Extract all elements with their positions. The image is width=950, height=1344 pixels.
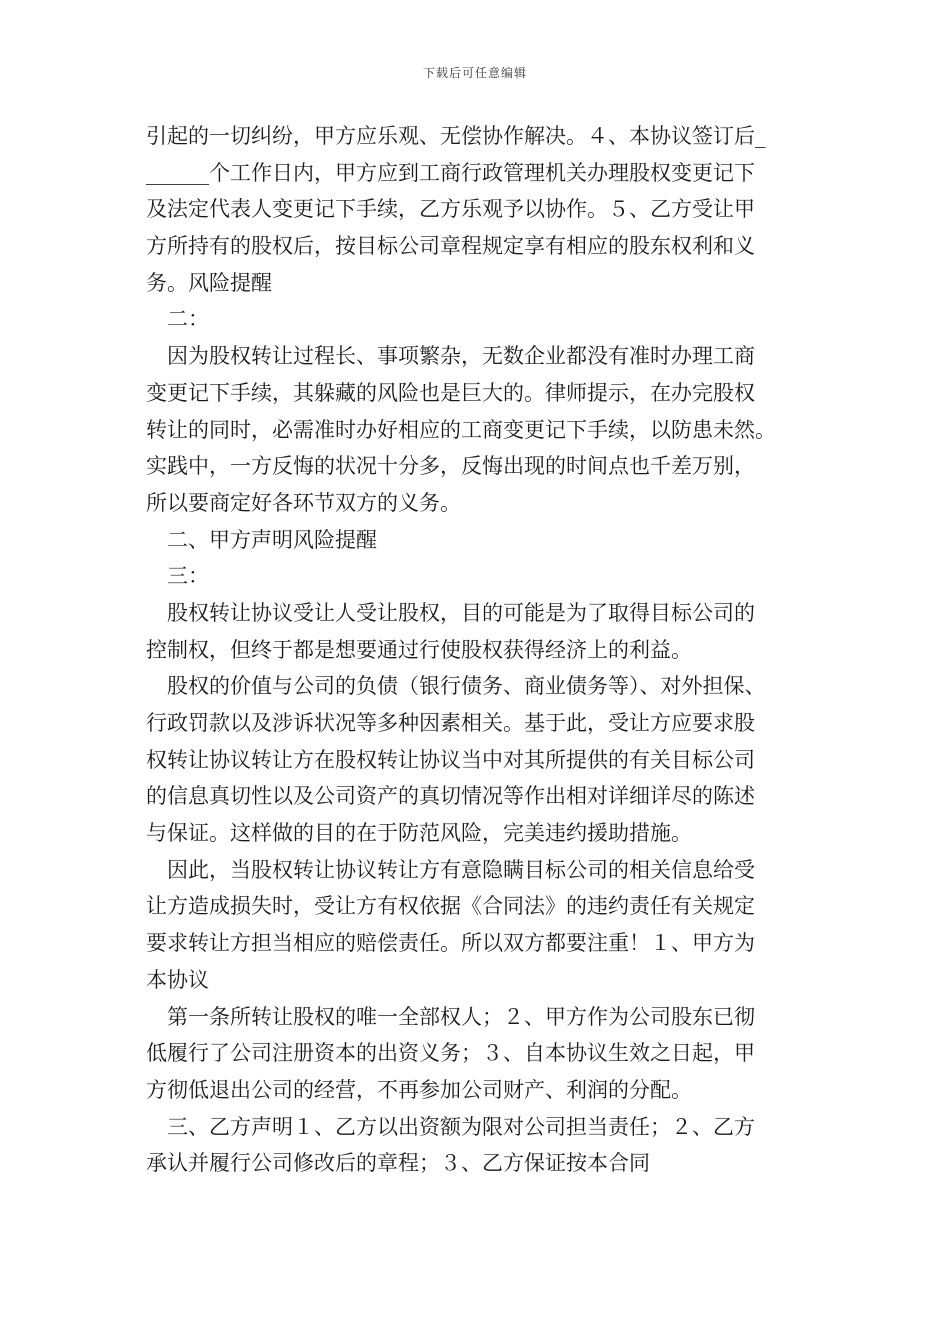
text-line: 及法定代表人变更记下手续，乙方乐观予以协作。５、乙方受让甲	[146, 197, 755, 222]
text-line: 的信息真切性以及公司资产的真切情况等作出相对详细详尽的陈述	[146, 784, 755, 809]
text-line: 务。风险提醒	[146, 270, 272, 295]
text-line: 所以要商定好各环节双方的义务。	[146, 490, 461, 515]
text-line: 股权的价值与公司的负债（银行债务、商业债务等）、对外担保、	[167, 674, 766, 699]
text-line: 控制权，但终于都是想要通过行使股权获得经济上的利益。	[146, 637, 692, 662]
text-line: 三：	[167, 564, 209, 589]
text-line: 因为股权转让过程长、事项繁杂，无数企业都没有准时办理工商	[167, 344, 755, 369]
text-line: 要求转让方担当相应的赔偿责任。所以双方都要注重！１、甲方为	[146, 931, 755, 956]
text-line: 方彻低退出公司的经营，不再参加公司财产、利润的分配。	[146, 1077, 692, 1102]
text-line: 引起的一切纠纷，甲方应乐观、无偿协作解决。４、本协议签订后_	[146, 124, 766, 148]
text-line: 二：	[167, 307, 209, 332]
text-line: 权转让协议转让方在股权转让协议当中对其所提供的有关目标公司	[146, 747, 755, 772]
text-line: ______个工作日内，甲方应到工商行政管理机关办理股权变更记下	[146, 160, 755, 185]
text-line: 股权转让协议受让人受让股权，目的可能是为了取得目标公司的	[167, 600, 755, 625]
text-line: 第一条所转让股权的唯一全部权人；２、甲方作为公司股东已彻	[167, 1004, 755, 1029]
text-line: 变更记下手续，其躲藏的风险也是巨大的。律师提示，在办完股权	[146, 380, 755, 405]
text-line: 方所持有的股权后，按目标公司章程规定享有相应的股东权利和义	[146, 234, 755, 259]
text-line: 低履行了公司注册资本的出资义务；３、自本协议生效之日起，甲	[146, 1041, 755, 1066]
text-line: 二、甲方声明风险提醒	[167, 527, 377, 552]
text-line: 因此，当股权转让协议转让方有意隐瞒目标公司的相关信息给受	[167, 857, 755, 882]
text-line: 与保证。这样做的目的在于防范风险，完美违约援助措施。	[146, 821, 692, 846]
text-line: 让方造成损失时，受让方有权依据《合同法》的违约责任有关规定	[146, 894, 755, 919]
document-body	[146, 118, 811, 1182]
text-line: 承认并履行公司修改后的章程；３、乙方保证按本合同	[146, 1151, 650, 1176]
text-line: 实践中，一方反悔的状况十分多，反悔出现的时间点也千差万别，	[146, 454, 755, 479]
text-line: 三、乙方声明１、乙方以出资额为限对公司担当责任；２、乙方	[167, 1114, 755, 1139]
text-line: 本协议	[146, 967, 209, 992]
text-line: 行政罚款以及涉诉状况等多种因素相关。基于此，受让方应要求股	[146, 711, 755, 735]
page-header: 下载后可任意编辑	[422, 66, 527, 80]
text-line: 转让的同时，必需准时办好相应的工商变更记下手续，以防患未然。	[146, 417, 776, 442]
